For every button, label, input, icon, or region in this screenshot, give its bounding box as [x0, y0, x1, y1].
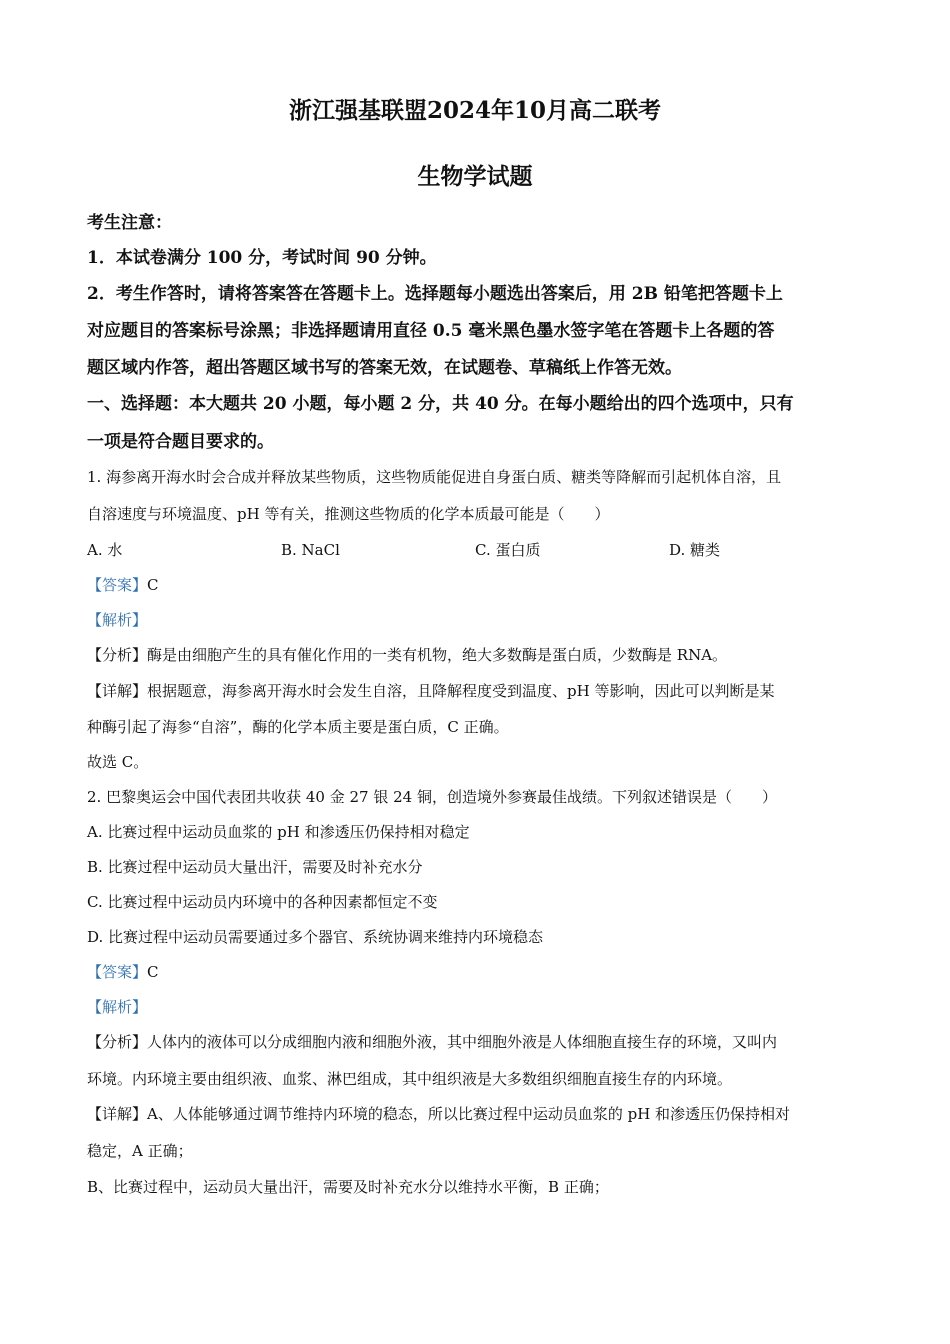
- document-title: 浙江强基联盟2024年10月高二联考: [288, 97, 662, 124]
- notice-item-2-line-1: 2．考生作答时，请将答案答在答题卡上。选择题每小题选出答案后，用 2B 铅笔把答题卡上: [87, 284, 783, 304]
- answer-tag: 【答案】: [87, 576, 148, 594]
- notice-item-1: 1．本试卷满分 100 分，考试时间 90 分钟。: [87, 248, 437, 268]
- question-2-option-b: B. 比赛过程中运动员大量出汗，需要及时补充水分: [87, 858, 423, 876]
- question-2-option-a: A. 比赛过程中运动员血浆的 pH 和渗透压仍保持相对稳定: [87, 823, 470, 841]
- question-1-detail-line-2: 种酶引起了海参“自溶”，酶的化学本质主要是蛋白质，C 正确。: [87, 718, 509, 736]
- question-2-analysis-line-2: 环境。内环境主要由组织液、血浆、淋巴组成，其中组织液是大多数组织细胞直接生存的内环境。: [87, 1070, 733, 1088]
- question-1-analysis-tag: 【解析】: [87, 611, 148, 629]
- answer-value: C: [147, 576, 159, 594]
- answer-value: C: [147, 963, 159, 981]
- question-1-conclusion: 故选 C。: [87, 753, 149, 771]
- question-1-option-a: A. 水: [87, 541, 123, 559]
- question-1-detail-line-1: 【详解】根据题意，海参离开海水时会发生自溶，且降解程度受到温度、pH 等影响，因此可以判断是某: [87, 682, 775, 700]
- question-1-option-d: D. 糖类: [669, 541, 721, 559]
- section-heading-line-2: 一项是符合题目要求的。: [87, 432, 274, 452]
- question-2-option-d: D. 比赛过程中运动员需要通过多个器官、系统协调来维持内环境稳态: [87, 928, 544, 946]
- question-1-analysis-line-1: 【分析】酶是由细胞产生的具有催化作用的一类有机物，绝大多数酶是蛋白质，少数酶是 RNA。: [87, 646, 728, 664]
- notice-heading: 考生注意：: [87, 213, 172, 233]
- question-2-stem-line-1: 2. 巴黎奥运会中国代表团共收获 40 金 27 银 24 铜，创造境外参赛最佳战绩。下列叙述错误是（ ）: [87, 788, 777, 806]
- question-1-answer: [87, 575, 159, 595]
- answer-tag: 【答案】: [87, 963, 148, 981]
- question-2-analysis-tag: 【解析】: [87, 998, 148, 1016]
- notice-item-2-line-2: 对应题目的答案标号涂黑；非选择题请用直径 0.5 毫米黑色墨水签字笔在答题卡上各题的答: [87, 321, 775, 341]
- section-heading-line-1: 一、选择题：本大题共 20 小题，每小题 2 分，共 40 分。在每小题给出的四个选项中，只有: [87, 394, 794, 414]
- document-subtitle: 生物学试题: [417, 163, 533, 190]
- question-2-answer: [87, 962, 159, 982]
- question-1-option-c: C. 蛋白质: [475, 541, 541, 559]
- question-1-stem-line-2: 自溶速度与环境温度、pH 等有关，推测这些物质的化学本质最可能是（ ）: [87, 505, 610, 523]
- question-1-option-b: B. NaCl: [281, 541, 340, 559]
- question-1-stem-line-1: 1. 海参离开海水时会合成并释放某些物质，这些物质能促进自身蛋白质、糖类等降解而引起机体自溶，且: [87, 468, 782, 486]
- question-2-detail-line-1: 【详解】A、人体能够通过调节维持内环境的稳态，所以比赛过程中运动员血浆的 pH 和渗透压仍保持相对: [87, 1105, 791, 1123]
- notice-item-2-line-3: 题区域内作答，超出答题区域书写的答案无效，在试题卷、草稿纸上作答无效。: [87, 358, 682, 378]
- question-2-option-c: C. 比赛过程中运动员内环境中的各种因素都恒定不变: [87, 893, 438, 911]
- question-2-detail-line-2: 稳定，A 正确；: [87, 1142, 193, 1160]
- question-2-detail-line-3: B、比赛过程中，运动员大量出汗，需要及时补充水分以维持水平衡，B 正确；: [87, 1178, 609, 1196]
- question-2-analysis-line-1: 【分析】人体内的液体可以分成细胞内液和细胞外液，其中细胞外液是人体细胞直接生存的环境，又叫内: [87, 1033, 778, 1051]
